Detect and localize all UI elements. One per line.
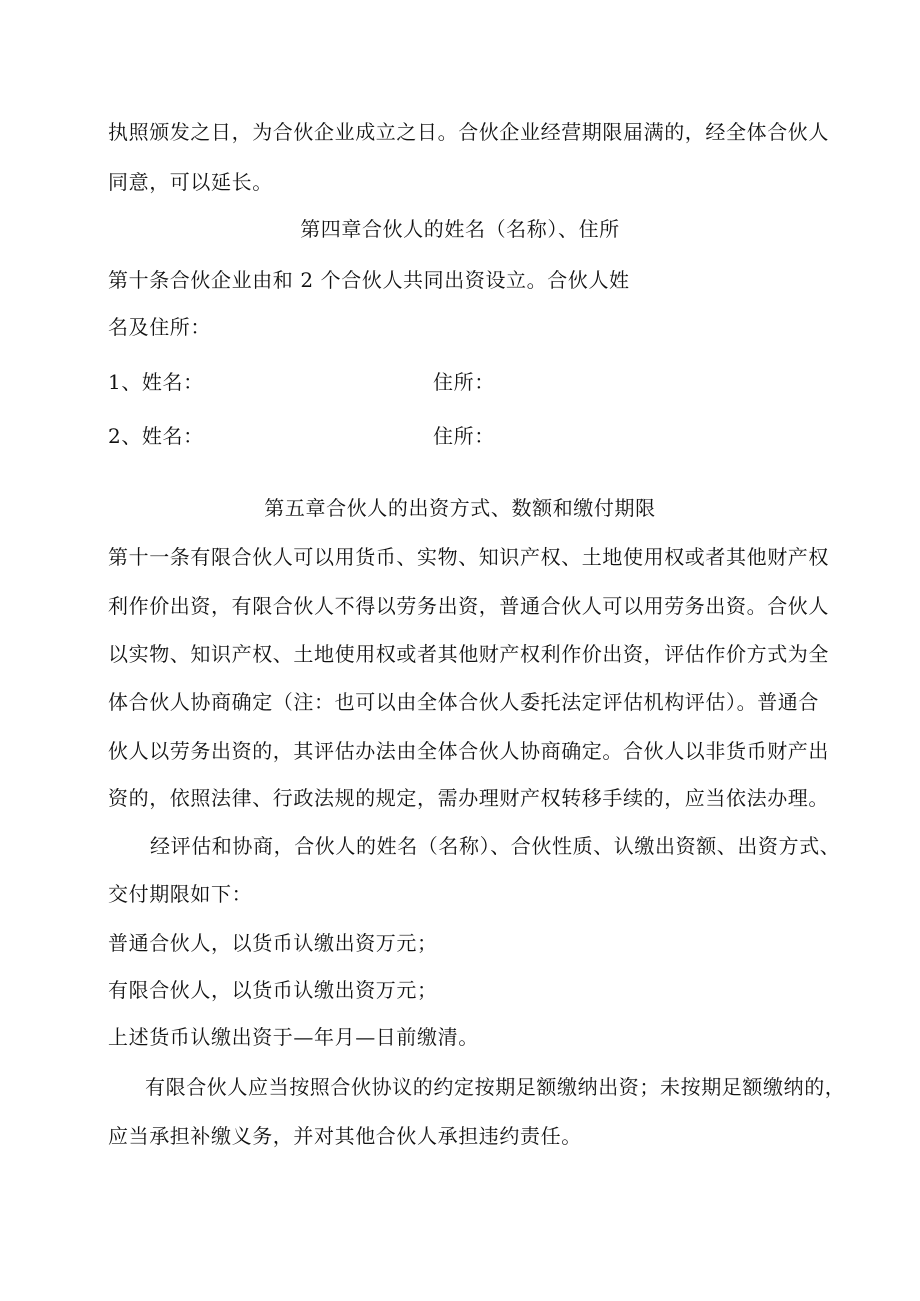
chapter-4-title: 第四章合伙人的姓名（名称）、住所 [300, 217, 620, 241]
chapter-5-title: 第五章合伙人的出资方式、数额和缴付期限 [264, 496, 656, 520]
payment-deadline-line: 上述货币认缴出资于—年月—日前缴清。 [108, 1025, 479, 1049]
article-10-line: 名及住所： [108, 315, 211, 339]
article-11-line: 资的，依照法律、行政法规的规定，需办理财产权转移手续的，应当依法办理。 [108, 786, 829, 810]
article-11-line: 利作价出资，有限合伙人不得以劳务出资，普通合伙人可以用劳务出资。合伙人 [108, 594, 829, 618]
article-11-line: 伙人以劳务出资的，其评估办法由全体合伙人协商确定。合伙人以非货币财产出 [108, 739, 829, 763]
partner-2-address-label: 住所： [433, 424, 495, 448]
evaluation-line: 交付期限如下： [108, 882, 253, 906]
partner-2-row [108, 422, 495, 450]
evaluation-line: 经评估和协商，合伙人的姓名（名称）、合伙性质、认缴出资额、出资方式、 [150, 834, 841, 858]
obligation-line: 应当承担补缴义务，并对其他合伙人承担违约责任。 [108, 1124, 582, 1148]
article-11-line: 第十一条有限合伙人可以用货币、实物、知识产权、土地使用权或者其他财产权 [108, 545, 829, 569]
article-11-line: 以实物、知识产权、土地使用权或者其他财产权利作价出资，评估作价方式为全 [108, 642, 829, 666]
general-partner-line: 普通合伙人，以货币认缴出资万元； [108, 931, 438, 955]
partner-1-name-label: 1、姓名： [108, 370, 204, 394]
obligation-line: 有限合伙人应当按照合伙协议的约定按期足额缴纳出资；未按期足额缴纳的， [145, 1075, 846, 1099]
article-10-line: 第十条合伙企业由和 2 个合伙人共同出资设立。合伙人姓 [108, 268, 630, 292]
partner-1-address-label: 住所： [433, 370, 495, 394]
article-11-line: 体合伙人协商确定（注：也可以由全体合伙人委托法定评估机构评估）。普通合 [108, 690, 819, 714]
partner-2-name-label: 2、姓名： [108, 424, 204, 448]
paragraph-line: 执照颁发之日，为合伙企业成立之日。合伙企业经营期限届满的，经全体合伙人 [108, 120, 829, 144]
limited-partner-line: 有限合伙人，以货币认缴出资万元； [108, 978, 438, 1002]
paragraph-line: 同意，可以延长。 [108, 170, 273, 194]
partner-1-row [108, 368, 495, 396]
